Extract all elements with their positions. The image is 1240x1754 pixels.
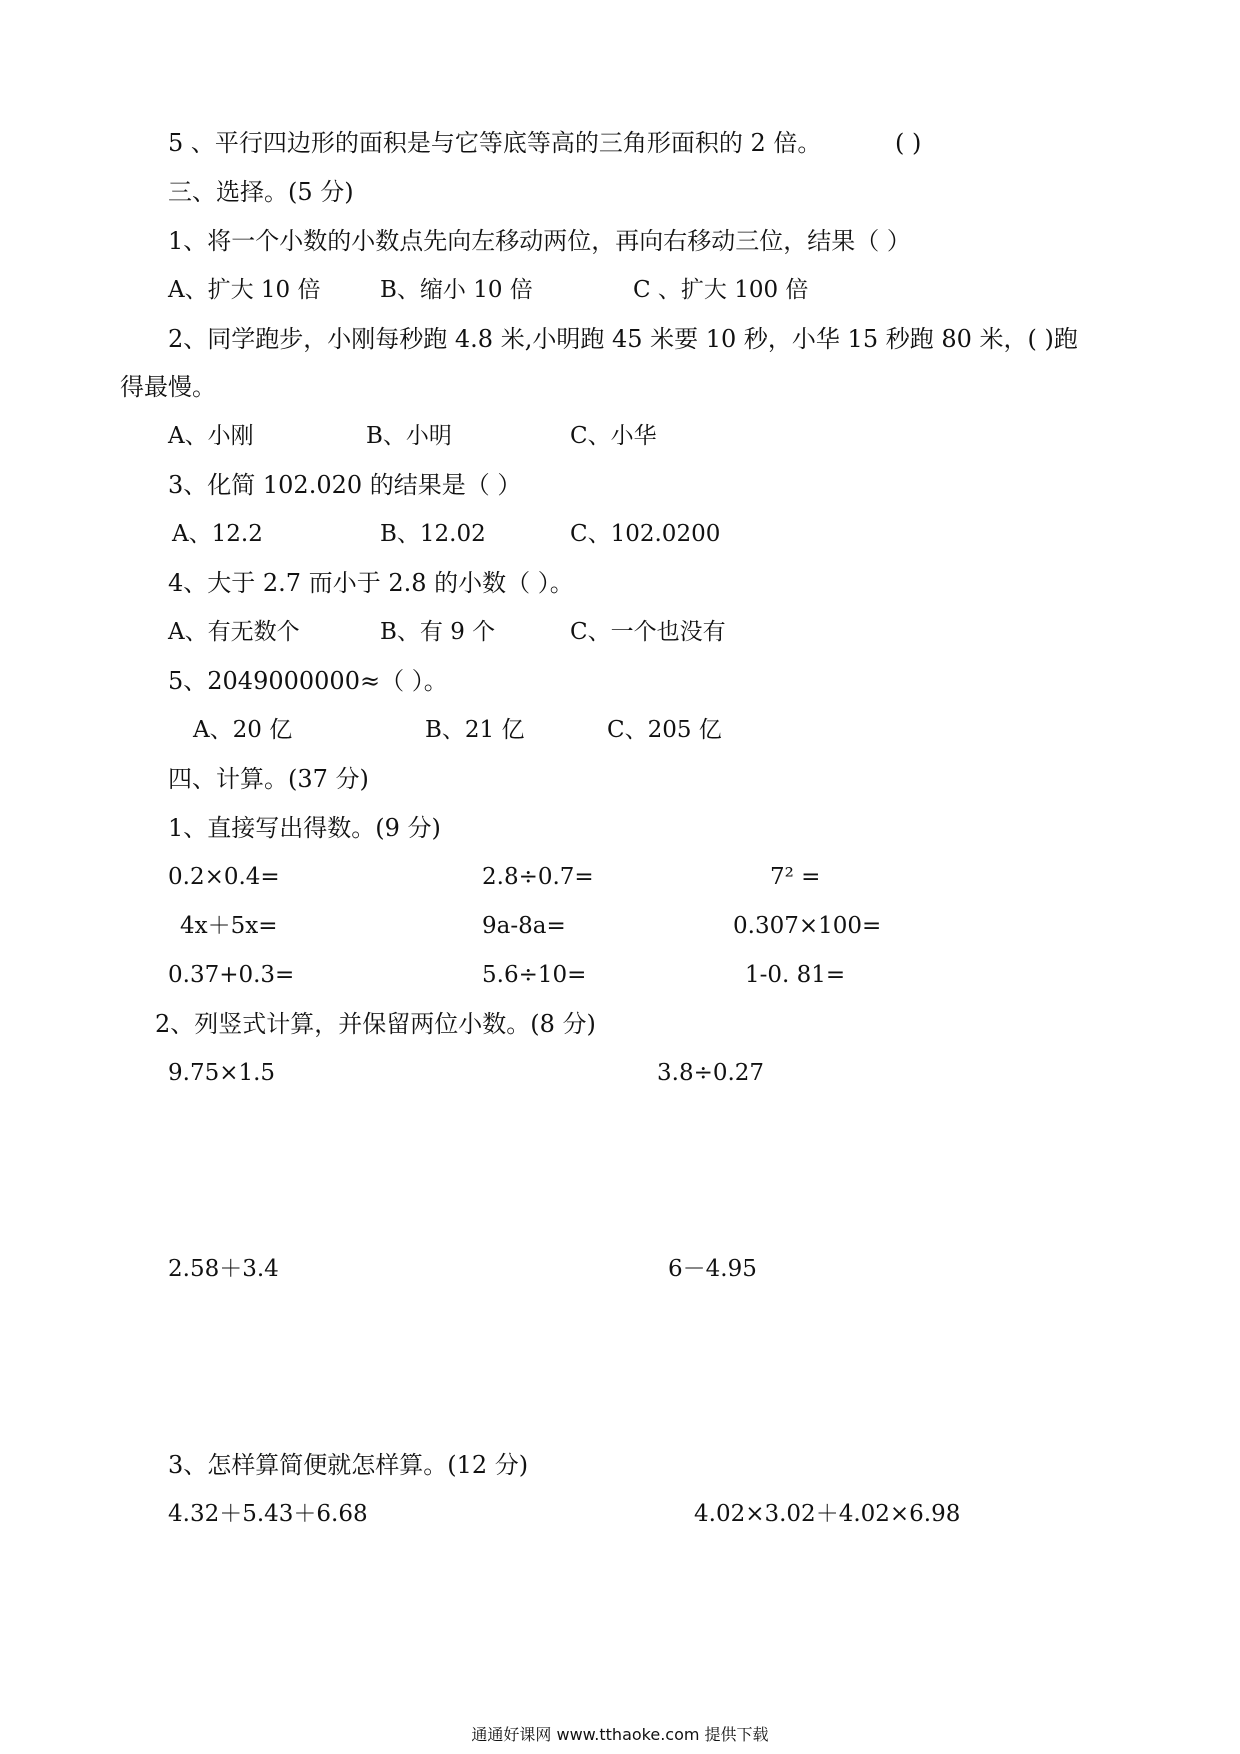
option-b: B、小明 <box>366 423 452 449</box>
option-c: C、一个也没有 <box>570 619 726 645</box>
choice-question-5: 5、2049000000≈（ ）。 <box>168 667 448 695</box>
choice-question-1: 1、将一个小数的小数点先向左移动两位，再向右移动三位，结果（ ） <box>168 227 911 255</box>
option-c: C、小华 <box>570 423 657 449</box>
calc-item: 4x＋5x= <box>180 913 278 939</box>
calc-item: 9a-8a= <box>482 913 566 939</box>
subsection-direct-answers: 1、直接写出得数。(9 分) <box>168 814 441 842</box>
option-b: B、21 亿 <box>425 717 525 743</box>
vertical-calc-item: 9.75×1.5 <box>168 1060 276 1086</box>
section-heading-choice: 三、选择。(5 分) <box>168 178 354 206</box>
calc-item: 7² = <box>770 864 821 890</box>
choice-question-2-cont: 得最慢。 <box>120 373 216 401</box>
choice-question-3: 3、化简 102.020 的结果是（ ） <box>168 471 522 499</box>
answer-parentheses: ( ) <box>895 129 922 157</box>
vertical-calc-item: 3.8÷0.27 <box>657 1060 765 1086</box>
option-a: A、有无数个 <box>168 619 300 645</box>
choice-question-2: 2、同学跑步，小刚每秒跑 4.8 米,小明跑 45 米要 10 秒，小华 15 秒跑 80 米，( )跑 <box>168 325 1078 353</box>
calc-item: 5.6÷10= <box>482 962 587 988</box>
subsection-vertical-calc: 2、列竖式计算，并保留两位小数。(8 分) <box>155 1010 596 1038</box>
option-b: B、12.02 <box>380 521 486 547</box>
option-a: A、扩大 10 倍 <box>168 277 321 303</box>
option-b: B、缩小 10 倍 <box>380 277 533 303</box>
choice-question-4: 4、大于 2.7 而小于 2.8 的小数（ ）。 <box>168 569 574 597</box>
option-b: B、有 9 个 <box>380 619 496 645</box>
vertical-calc-item: 6－4.95 <box>668 1256 757 1282</box>
calc-item: 2.8÷0.7= <box>482 864 594 890</box>
option-c: C 、扩大 100 倍 <box>633 277 809 303</box>
calc-item: 0.37+0.3= <box>168 962 295 988</box>
simplify-item: 4.32＋5.43＋6.68 <box>168 1501 368 1527</box>
judge-question-5: 5 、平行四边形的面积是与它等底等高的三角形面积的 2 倍。 <box>168 129 822 157</box>
section-heading-calc: 四、计算。(37 分) <box>168 765 369 793</box>
option-a: A、12.2 <box>172 521 263 547</box>
calc-item: 0.2×0.4= <box>168 864 280 890</box>
footer-source: 通通好课网 www.tthaoke.com 提供下载 <box>471 1725 769 1744</box>
option-a: A、20 亿 <box>193 717 293 743</box>
subsection-simplify: 3、怎样算简便就怎样算。(12 分) <box>168 1451 529 1479</box>
calc-item: 0.307×100= <box>733 913 882 939</box>
simplify-item: 4.02×3.02＋4.02×6.98 <box>694 1501 961 1527</box>
option-c: C、102.0200 <box>570 521 721 547</box>
option-a: A、小刚 <box>168 423 254 449</box>
calc-item: 1-0. 81= <box>745 962 846 988</box>
option-c: C、205 亿 <box>607 717 722 743</box>
vertical-calc-item: 2.58＋3.4 <box>168 1256 279 1282</box>
